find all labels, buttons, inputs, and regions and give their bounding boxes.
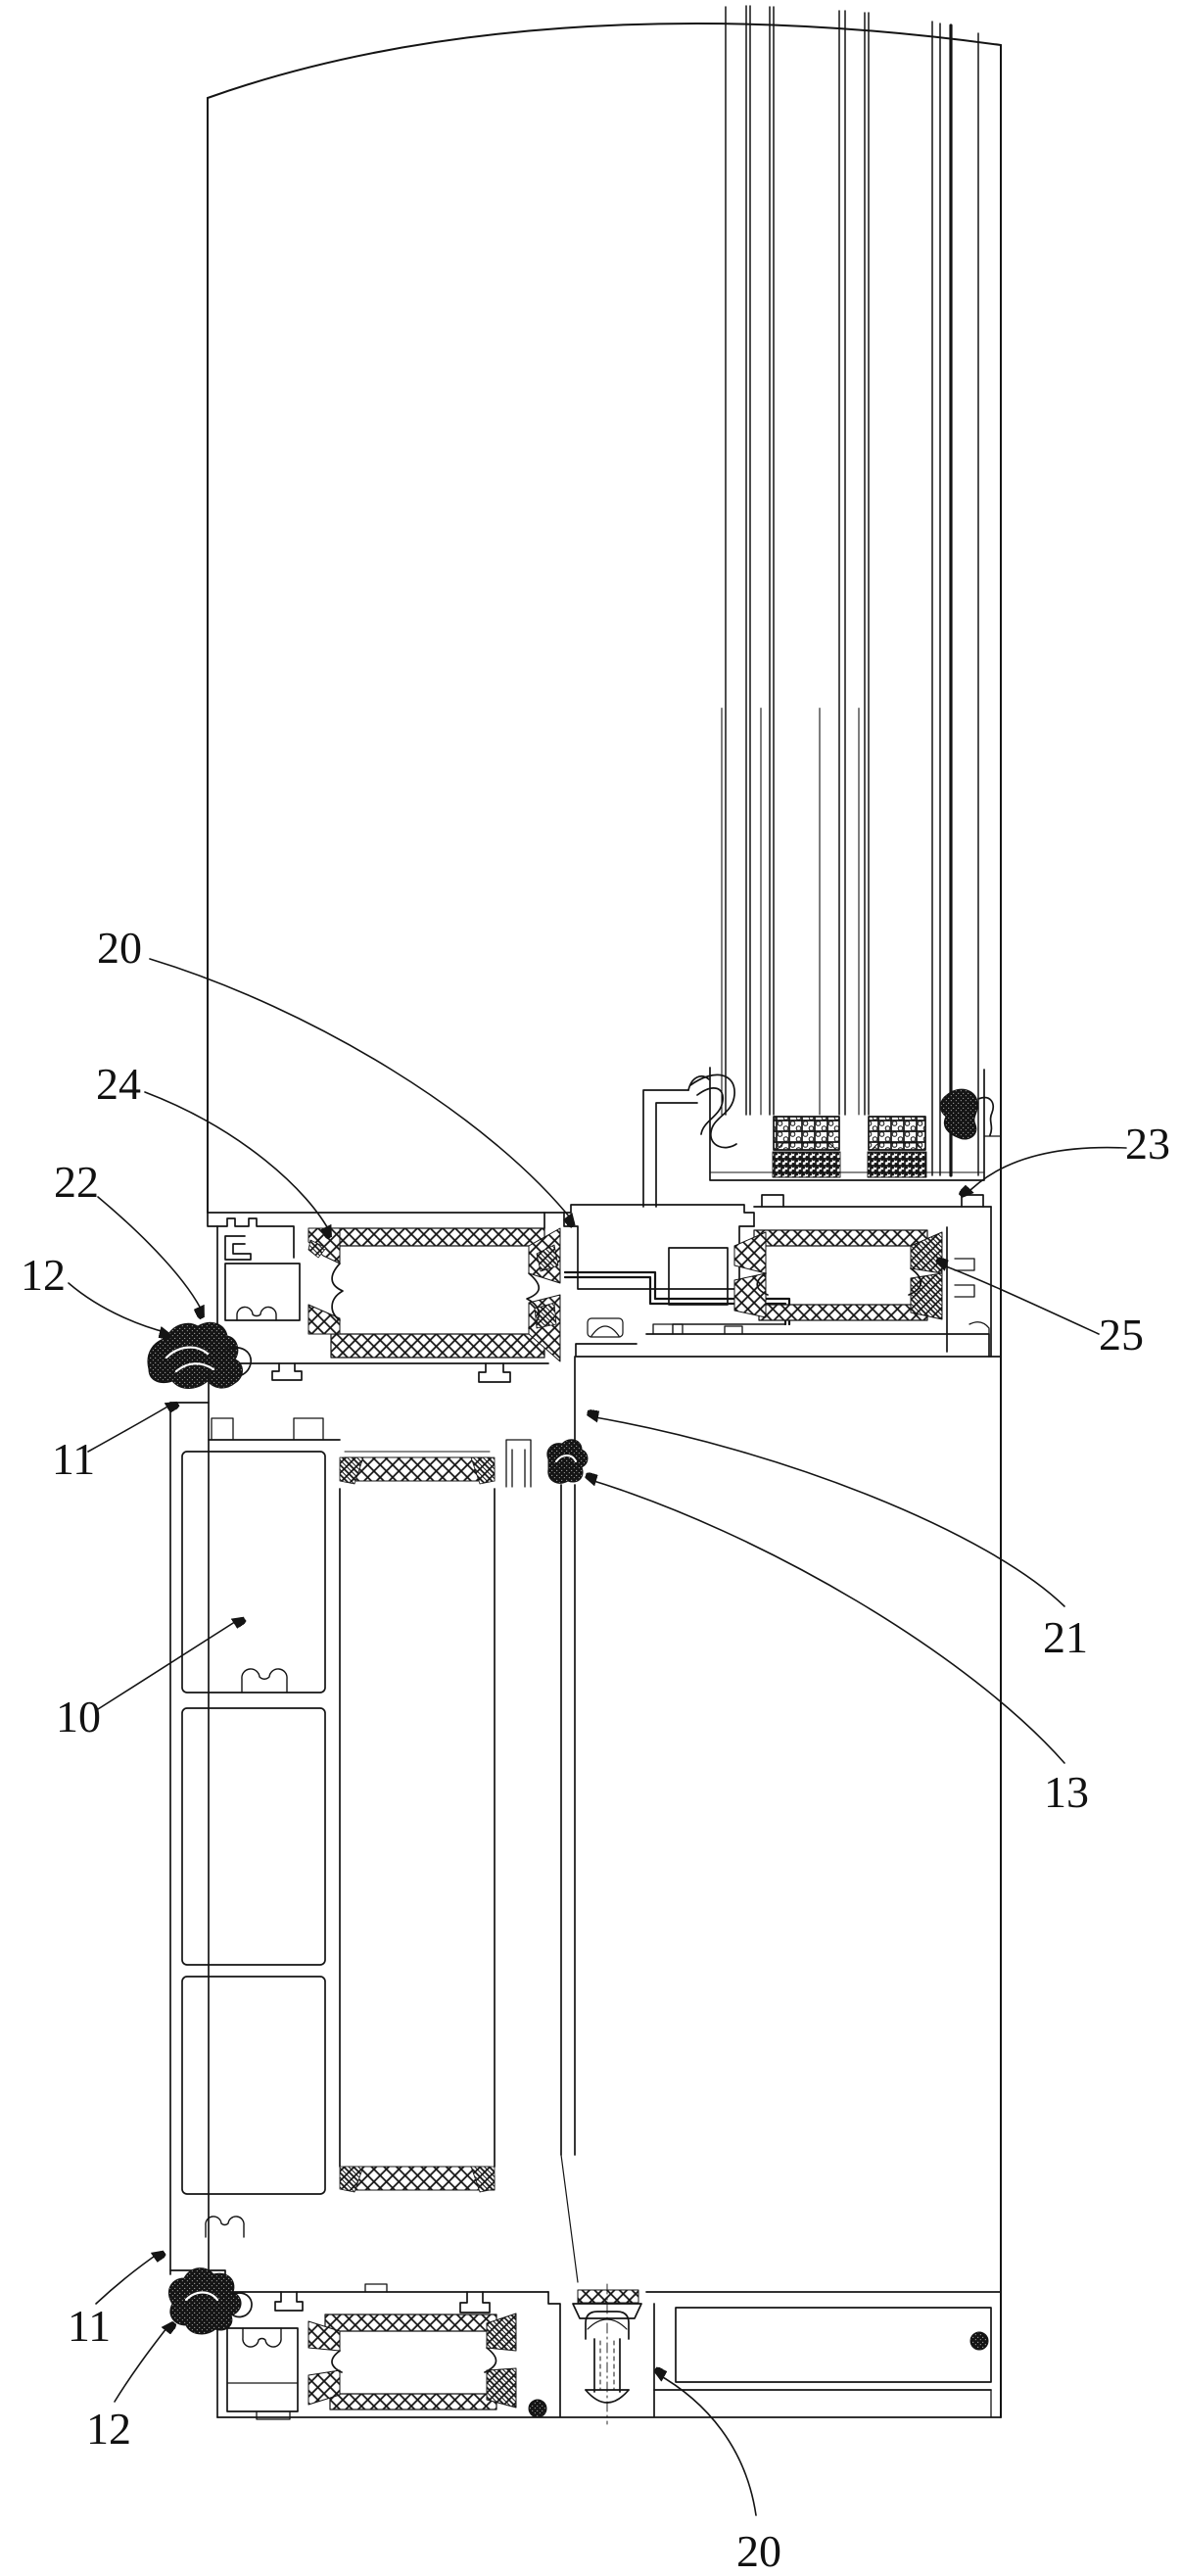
ref-label-11-top: 11: [51, 1434, 96, 1484]
ref-label-10: 10: [56, 1692, 101, 1741]
ref-label-12-bottom: 12: [86, 2404, 131, 2454]
top-frame-left-member: [208, 1213, 564, 1382]
right-leaf-edge: [506, 1357, 588, 2282]
ref-label-23: 23: [1125, 1119, 1170, 1169]
ref-label-20-top: 20: [97, 923, 142, 973]
vertical-mullion: [170, 1371, 495, 2282]
ref-label-12-top: 12: [21, 1250, 66, 1300]
ref-label-11-bottom: 11: [67, 2301, 112, 2351]
ref-label-25: 25: [1099, 1310, 1144, 1360]
ref-label-21: 21: [1043, 1612, 1088, 1662]
ref-label-24: 24: [96, 1059, 141, 1109]
panel-outline: [208, 24, 1001, 2417]
bottom-frame: [213, 2284, 1001, 2424]
ref-label-22: 22: [54, 1157, 99, 1207]
top-frame-right-member: [576, 1195, 1001, 1357]
glass-pane-stack: [722, 6, 978, 1175]
glazing-carrier: [643, 1068, 1001, 1207]
ref-label-20-bottom: 20: [736, 2526, 781, 2571]
ref-label-13: 13: [1044, 1767, 1089, 1817]
gasket-bottom-left: [168, 2268, 252, 2334]
